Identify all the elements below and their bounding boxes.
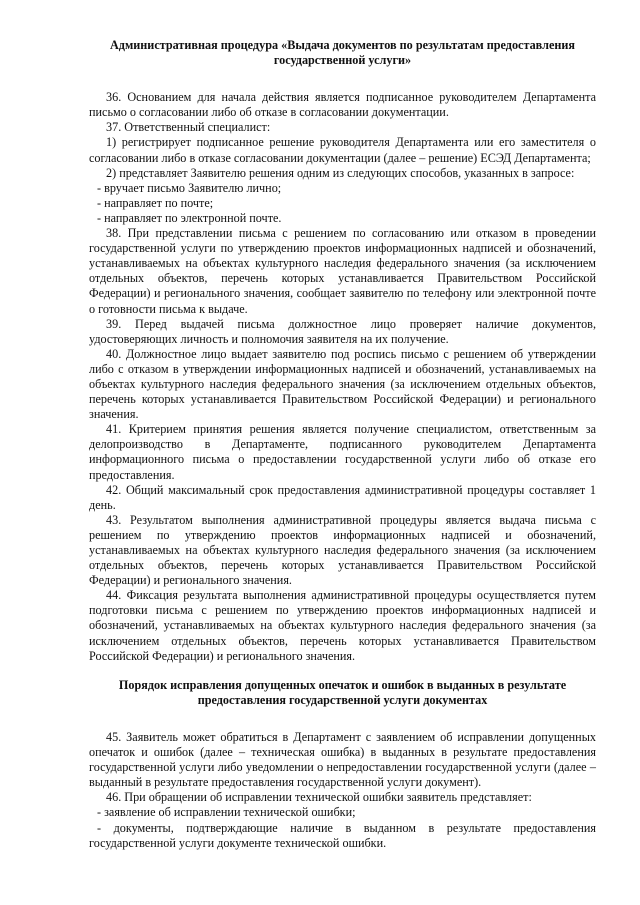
paragraph-38: 38. При представлении письма с решением по согласованию или отказом в проведении государственной услуги по утверждению проектов информационных надписей и обозначений, устанавливаемых на объектах культурного наследия федерального значения (за исключением отдельных объектов, перечень которых устанавливается Правительством Российской Федерации) и регионального значения, сообщает заявителю по телефону или электронной почте о готовности письма к выдаче.: [89, 226, 596, 316]
paragraph-45: 45. Заявитель может обратиться в Департамент с заявлением об исправлении допущенных опечаток и ошибок (далее – техническая ошибка) в выданных в результате предоставления государственной услуги либо уведомлении о непредоставлении государственной услуги (далее – выданный в результате предоставления государственной услуги документ).: [89, 729, 596, 790]
section-heading-issuance: Административная процедура «Выдача документов по результатам предоставления государственной услуги»: [109, 38, 575, 68]
bullet-in-person: - вручает письмо Заявителю лично;: [97, 180, 282, 195]
paragraph-37-item-2: 2) представляет Заявителю решения одним из следующих способов, указанных в запросе:: [106, 165, 575, 180]
paragraph-41: 41. Критерием принятия решения является получение специалистом, ответственным за делопроизводство в Департаменте, подписанного руководителем Департамента информационного письма о предоставлении государственной услуги либо об отказе его предоставления.: [89, 422, 596, 482]
bullet-supporting-documents: - документы, подтверждающие наличие в выданном в результате предоставления государственной услуги документе технической ошибки.: [89, 820, 596, 850]
paragraph-46: 46. При обращении об исправлении технической ошибки заявитель представляет:: [106, 790, 532, 805]
paragraph-37-item-1: 1) регистрирует подписанное решение руководителя Департамента или его заместителя о согласовании либо в отказе согласовании документации (далее – решение) ЕСЭД Департамента;: [89, 135, 596, 165]
paragraph-44: 44. Фиксация результата выполнения административной процедуры осуществляется путем подготовки письма с решением по утверждению проектов информационных надписей и обозначений, устанавливаемых на объектах культурного наследия федерального значения (за исключением отдельных объектов, перечень которых устанавливается Правительством Российской Федерации) и регионального значения.: [89, 588, 596, 663]
paragraph-42: 42. Общий максимальный срок предоставления административной процедуры составляет 1 день.: [89, 482, 596, 512]
bullet-correction-application: - заявление об исправлении технической ошибки;: [97, 805, 356, 820]
bullet-by-mail: - направляет по почте;: [97, 195, 214, 210]
paragraph-37: 37. Ответственный специалист:: [106, 120, 271, 135]
bullet-by-email: - направляет по электронной почте.: [97, 210, 282, 225]
paragraph-40: 40. Должностное лицо выдает заявителю под роспись письмо с решением об утверждении либо с отказом в утверждении информационных надписей и обозначений, устанавливаемых на объектах культурного наследия федерального значения (за исключением отдельных объектов, перечень которых устанавливается Правительством Российской Федерации) и регионального значения.: [89, 346, 596, 422]
paragraph-36: 36. Основанием для начала действия является подписанное руководителем Департамента письмо о согласовании либо об отказе в согласовании документации.: [89, 90, 596, 120]
paragraph-39: 39. Перед выдачей письма должностное лицо проверяет наличие документов, удостоверяющих личность и полномочия заявителя на их получение.: [89, 316, 596, 346]
paragraph-43: 43. Результатом выполнения административной процедуры является выдача письма с решением по утверждению проектов информационных надписей и обозначений, устанавливаемых на объектах культурного наследия федерального значения (за исключением отдельных объектов, перечень которых устанавливается Правительством Российской Федерации) и регионального значения.: [89, 512, 596, 588]
section-heading-corrections: Порядок исправления допущенных опечаток и ошибок в выданных в результате предоставления государственной услуги документах: [118, 677, 567, 707]
